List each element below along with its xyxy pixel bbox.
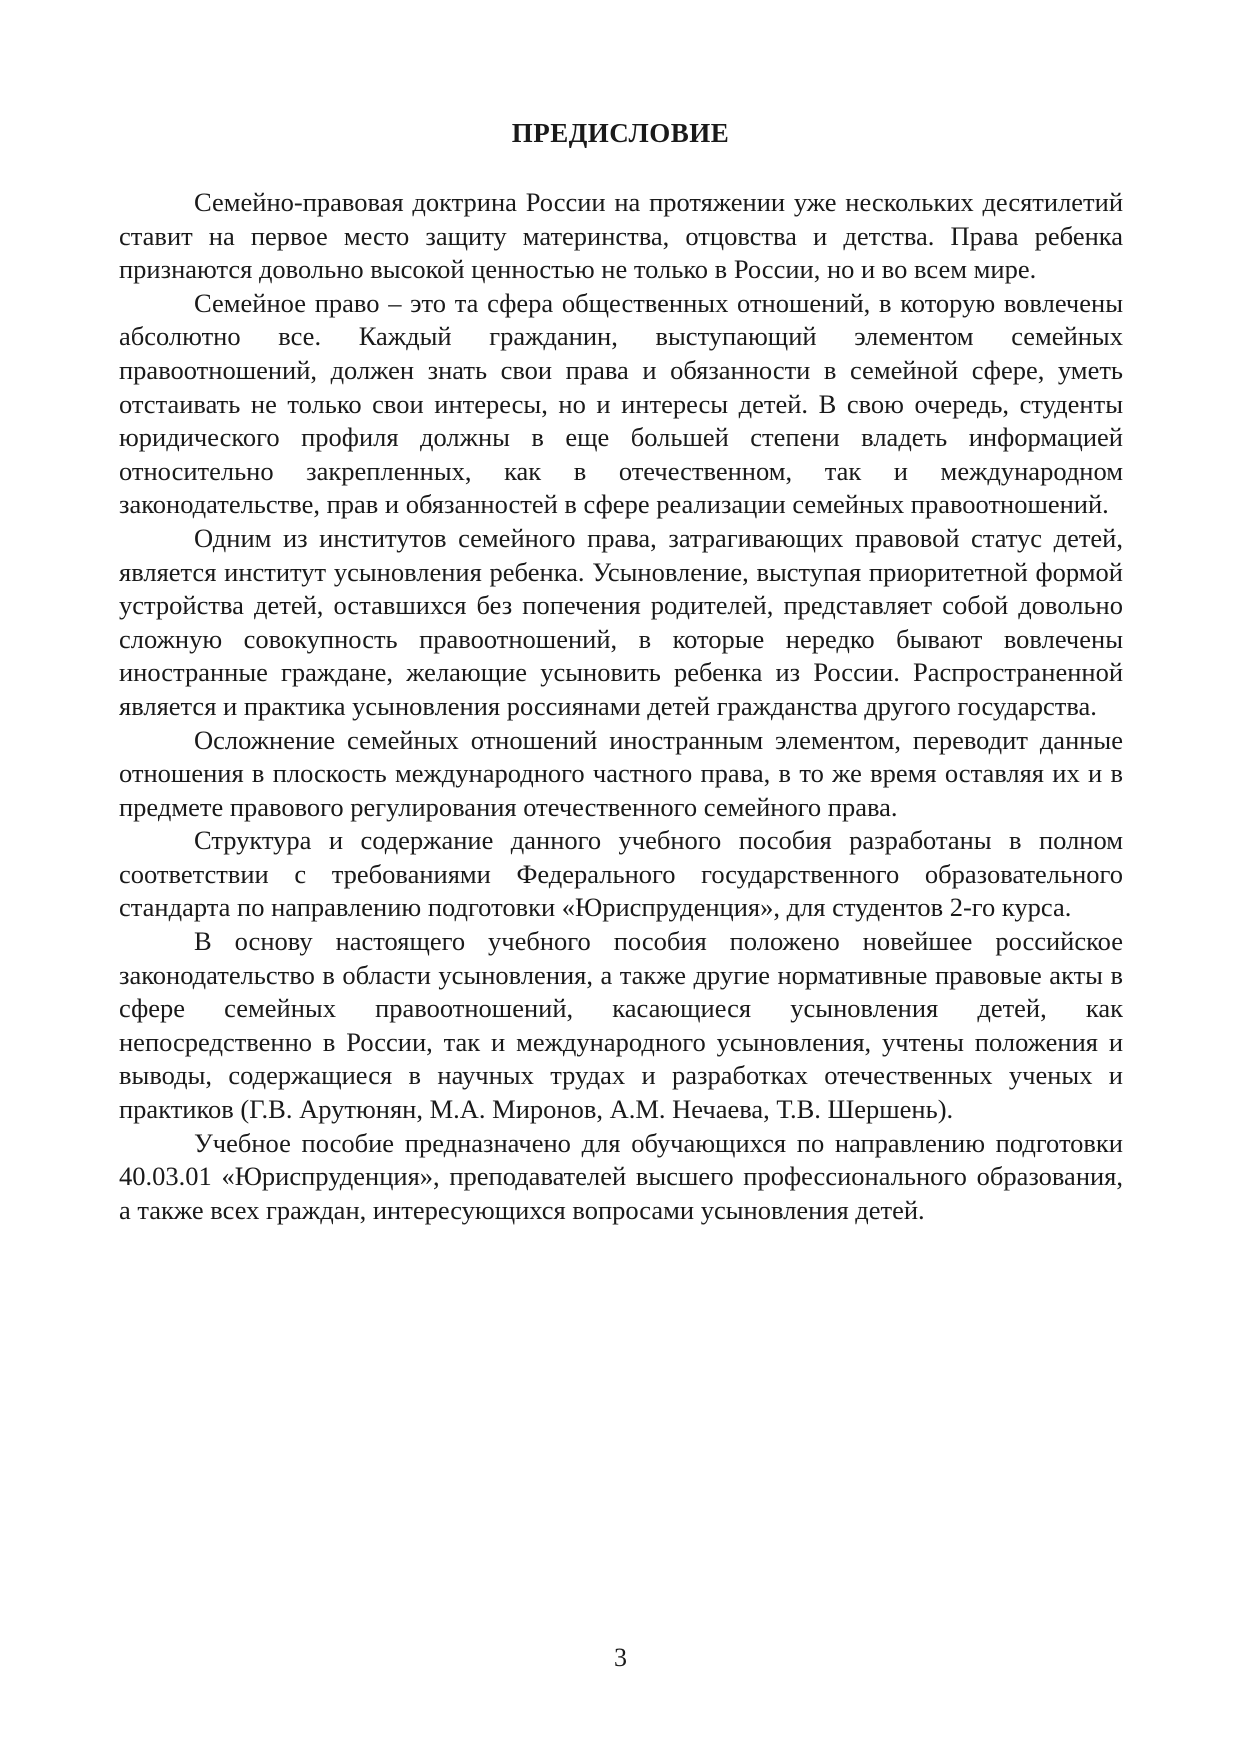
page-title: ПРЕДИСЛОВИЕ [511,118,730,148]
paragraph: Одним из институтов семейного права, затрагивающих правовой статус детей, является институт усыновления ребенка. Усыновление, выступая приоритетной формой устройства детей, оставшихся без попечения родителей, представляет собой довольно сложную совокупность правоотношений, в которые нередко бывают вовлечены иностранные граждане, желающие усыновить ребенка из России. Распространенной является и практика усыновления россиянами детей гражданства другого государства. [119,522,1123,721]
page-number: 3 [614,1643,627,1672]
paragraph: В основу настоящего учебного пособия положено новейшее российское законодательство в области усыновления, а также другие нормативные правовые акты в сфере семейных правоотношений, касающиеся усыновления детей, как непосредственно в России, так и международного усыновления, учтены положения и выводы, содержащиеся в научных трудах и разработках отечественных ученых и практиков (Г.В. Арутюнян, М.А. Миронов, А.М. Нечаева, Т.В. Шершень). [119,926,1123,1125]
body-text [119,186,1123,1227]
paragraph: Структура и содержание данного учебного пособия разработаны в полном соответствии с требованиями Федерального государственного образовательного стандарта по направлению подготовки «Юриспруденция», для студентов 2-го курса. [119,825,1123,923]
paragraph: Учебное пособие предназначено для обучающихся по направлению подготовки 40.03.01 «Юриспруденция», преподавателей высшего профессионального образования, а также всех граждан, интересующихся вопросами усыновления детей. [119,1127,1123,1225]
paragraph: Семейно-правовая доктрина России на протяжении уже нескольких десятилетий ставит на первое место защиту материнства, отцовства и детства. Права ребенка признаются довольно высокой ценностью не только в России, но и во всем мире. [119,187,1123,285]
paragraph: Осложнение семейных отношений иностранным элементом, переводит данные отношения в плоскость международного частного права, в то же время оставляя их и в предмете правового регулирования отечественного семейного права. [119,724,1123,822]
paragraph: Семейное право – это та сфера общественных отношений, в которую вовлечены абсолютно все. Каждый гражданин, выступающий элементом семейных правоотношений, должен знать свои права и обязанности в семейной сфере, уметь отстаивать не только свои интересы, но и интересы детей. В свою очередь, студенты юридического профиля должны в еще большей степени владеть информацией относительно закрепленных, как в отечественном, так и международном законодательстве, прав и обязанностей в сфере реализации семейных правоотношений. [119,287,1123,520]
